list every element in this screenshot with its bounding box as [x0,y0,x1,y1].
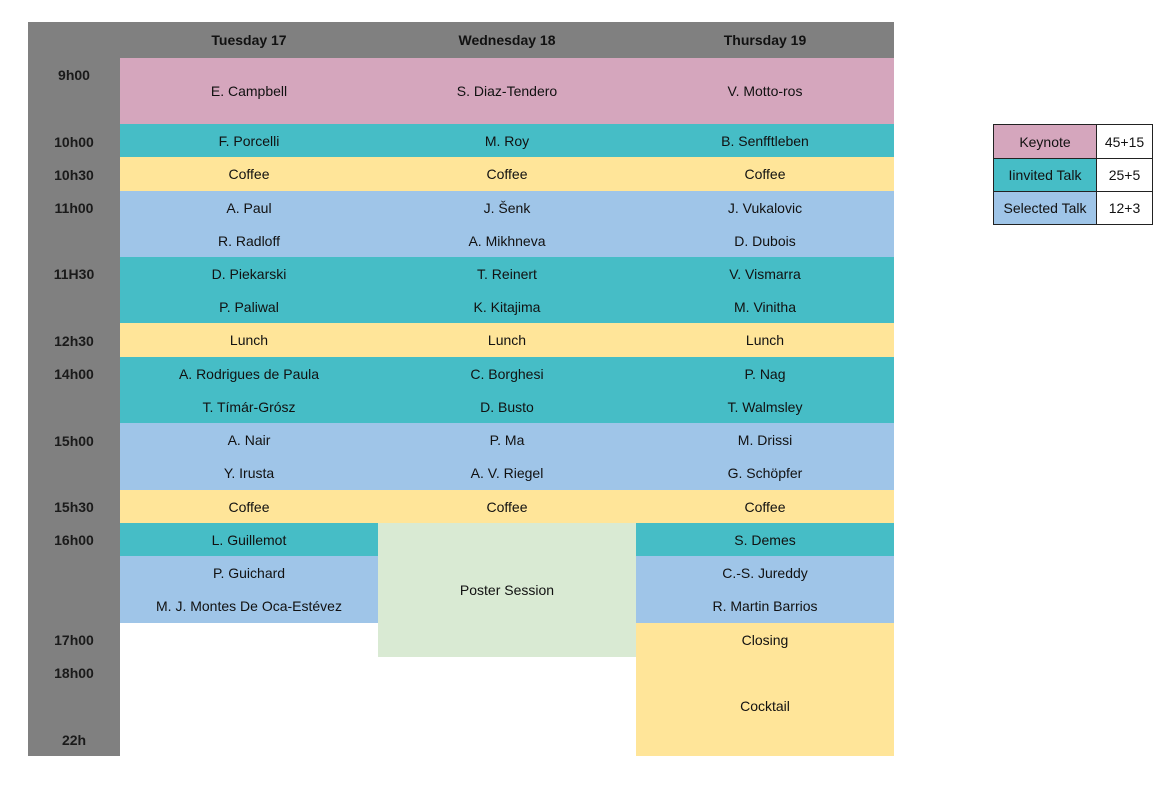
talk-tuesday: P. Paliwal [219,298,279,315]
talk-thursday: P. Nag [744,365,786,382]
coffee-thursday: Coffee [744,498,786,515]
talk-wednesday: P. Ma [489,431,525,448]
time-label: 10h30 [54,167,94,183]
talk-thursday: T. Walmsley [727,398,803,415]
talk-wednesday: C. Borghesi [470,365,544,382]
time-column [28,58,120,756]
talk-thursday: V. Vismarra [729,265,801,282]
cocktail: Cocktail [740,698,790,714]
closing: Closing [741,631,789,648]
talk-thursday: R. Martin Barrios [712,598,818,614]
talk-wednesday: J. Šenk [483,199,531,216]
talk-wednesday: M. Roy [484,132,530,149]
talk-thursday: C.-S. Jureddy [722,564,808,581]
talk-tuesday: A. Nair [227,431,271,448]
legend-invited-label: Iinvited Talk [993,158,1097,192]
keynote-tuesday: E. Campbell [210,83,288,99]
day-header-thursday: Thursday 19 [723,32,807,48]
talk-thursday: M. Vinitha [734,298,796,315]
talk-thursday: B. Senfftleben [721,132,809,149]
talk-tuesday: R. Radloff [218,232,280,249]
time-label: 15h30 [54,499,94,515]
coffee-wednesday: Coffee [486,166,528,182]
time-label: 16h00 [54,532,94,548]
legend-selected-label: Selected Talk [993,191,1097,225]
talk-thursday: G. Schöpfer [727,465,803,481]
time-label: 15h00 [54,433,94,449]
time-label: 9h00 [58,67,90,83]
talk-wednesday: T. Reinert [477,265,537,282]
time-label: 12h30 [54,333,94,349]
poster-session: Poster Session [459,582,555,598]
lunch-tuesday: Lunch [229,332,269,348]
talk-tuesday: P. Guichard [212,564,286,581]
legend-keynote-label: Keynote [993,124,1097,159]
time-label: 18h00 [54,665,94,681]
talk-thursday: D. Dubois [734,232,796,249]
talk-tuesday: D. Piekarski [211,265,287,282]
talk-wednesday: D. Busto [480,398,534,415]
coffee-tuesday: Coffee [228,498,270,515]
talk-thursday: J. Vukalovic [727,199,803,216]
lunch-wednesday: Lunch [487,332,527,348]
lunch-thursday: Lunch [745,332,785,348]
coffee-wednesday: Coffee [486,498,528,515]
time-label: 11H30 [53,266,95,282]
talk-wednesday: K. Kitajima [473,298,541,315]
keynote-wednesday: S. Diaz-Tendero [456,83,558,99]
day-header-wednesday: Wednesday 18 [458,32,556,48]
talk-tuesday: M. J. Montes De Oca-Estévez [156,598,342,614]
day-header-tuesday: Tuesday 17 [211,32,287,48]
time-label: 22h [61,732,87,748]
legend-selected-duration: 12+3 [1096,191,1153,225]
talk-tuesday: A. Paul [226,199,272,216]
talk-tuesday: T. Tímár-Grósz [202,398,296,415]
time-label: 17h00 [54,632,94,648]
talk-tuesday: L. Guillemot [211,531,287,548]
coffee-thursday: Coffee [744,166,786,182]
time-label: 10h00 [54,134,94,150]
talk-tuesday: F. Porcelli [218,132,280,149]
talk-wednesday: A. V. Riegel [470,465,544,481]
talk-tuesday: Y. Irusta [223,465,275,481]
talk-thursday: M. Drissi [737,431,793,448]
time-label: 11h00 [54,200,94,216]
time-label: 14h00 [54,366,94,382]
legend-keynote-duration: 45+15 [1096,124,1153,159]
keynote-thursday: V. Motto-ros [727,83,803,99]
talk-thursday: S. Demes [734,531,796,548]
talk-wednesday: A. Mikhneva [468,232,546,249]
coffee-tuesday: Coffee [228,166,270,182]
talk-tuesday: A. Rodrigues de Paula [178,365,320,382]
legend-invited-duration: 25+5 [1096,158,1153,192]
